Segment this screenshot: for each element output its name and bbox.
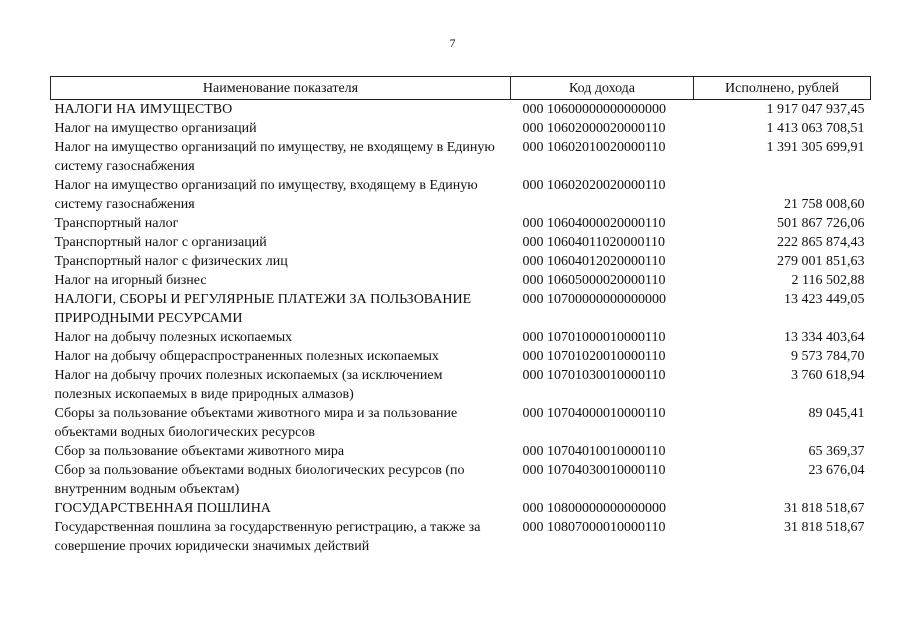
header-row — [51, 77, 871, 100]
row-code: 000 10602000020000110 — [522, 121, 666, 136]
row-code: 000 10704030010000110 — [522, 463, 666, 478]
row-amount: 279 001 851,63 — [777, 254, 865, 269]
row-amount: 3 760 618,94 — [791, 368, 865, 383]
table-body — [51, 100, 871, 557]
header-name: Наименование показателя — [51, 77, 511, 100]
table-row — [51, 176, 871, 214]
row-name: Сборы за пользование объектами животного мира и за пользование объектами водных биологических ресурсов — [54, 406, 458, 440]
table-header — [51, 77, 871, 100]
row-code: 000 10701030010000110 — [522, 368, 666, 383]
table-row — [51, 366, 871, 404]
row-code: 000 10604011020000110 — [522, 235, 665, 250]
row-amount: 23 676,04 — [808, 463, 865, 478]
table-row — [51, 347, 871, 366]
table-row — [51, 461, 871, 499]
row-code: 000 10800000000000000 — [522, 501, 666, 516]
row-code: 000 10701020010000110 — [522, 349, 666, 364]
row-amount: 1 413 063 708,51 — [766, 121, 865, 136]
row-amount: 222 865 874,43 — [777, 235, 865, 250]
row-name: ГОСУДАРСТВЕННАЯ ПОШЛИНА — [54, 501, 271, 516]
header-code: Код дохода — [511, 77, 694, 100]
row-code: 000 10600000000000000 — [522, 102, 666, 117]
row-name: Транспортный налог с организаций — [54, 235, 267, 250]
row-code: 000 10602010020000110 — [522, 140, 666, 155]
row-name: Налог на игорный бизнес — [54, 273, 207, 288]
row-code: 000 10704010010000110 — [522, 444, 666, 459]
row-name: Налог на добычу прочих полезных ископаемых (за исключением полезных ископаемых в виде природных алмазов) — [54, 368, 443, 402]
table-row — [51, 119, 871, 138]
row-name: Налог на имущество организаций по имуществу, входящему в Единую систему газоснабжения — [54, 178, 478, 212]
row-amount: 2 116 502,88 — [791, 273, 865, 288]
row-amount: 1 391 305 699,91 — [766, 140, 865, 155]
table-row — [51, 290, 871, 328]
row-name: НАЛОГИ НА ИМУЩЕСТВО — [54, 102, 233, 117]
row-amount: 501 867 726,06 — [777, 216, 865, 231]
row-name: Транспортный налог с физических лиц — [54, 254, 288, 269]
header-amount: Исполнено, рублей — [694, 77, 871, 100]
table-row — [51, 442, 871, 461]
row-amount: 31 818 518,67 — [784, 520, 865, 535]
table-row — [51, 138, 871, 176]
table-row — [51, 252, 871, 271]
row-code: 000 10704000010000110 — [522, 406, 666, 421]
row-name: Налог на добычу полезных ископаемых — [54, 330, 293, 345]
table-row — [51, 328, 871, 347]
row-amount: 13 334 403,64 — [784, 330, 865, 345]
table-row — [51, 404, 871, 442]
row-code: 000 10604012020000110 — [522, 254, 666, 269]
row-name: Налог на имущество организаций — [54, 121, 257, 136]
row-code: 000 10604000020000110 — [522, 216, 666, 231]
revenue-table — [50, 76, 871, 556]
row-amount: 89 045,41 — [808, 406, 865, 421]
row-name: НАЛОГИ, СБОРЫ И РЕГУЛЯРНЫЕ ПЛАТЕЖИ ЗА ПОЛЬЗОВАНИЕ ПРИРОДНЫМИ РЕСУРСАМИ — [54, 292, 472, 326]
table-row — [51, 233, 871, 252]
table-row — [51, 214, 871, 233]
row-amount: 1 917 047 937,45 — [766, 102, 865, 117]
row-name: Налог на имущество организаций по имуществу, не входящему в Единую систему газоснабжения — [54, 140, 495, 174]
row-amount: 65 369,37 — [808, 444, 865, 459]
row-name: Сбор за пользование объектами животного мира — [54, 444, 345, 459]
table-row — [51, 271, 871, 290]
row-name: Государственная пошлина за государственную регистрацию, а также за совершение прочих юридически значимых действий — [54, 520, 481, 554]
row-code: 000 10605000020000110 — [522, 273, 666, 288]
page-number: 7 — [449, 36, 456, 50]
row-code: 000 10602020020000110 — [522, 178, 666, 193]
table-row — [51, 100, 871, 120]
row-amount: 21 758 008,60 — [784, 197, 865, 212]
row-name: Налог на добычу общераспространенных полезных ископаемых — [54, 349, 439, 364]
row-name: Сбор за пользование объектами водных биологических ресурсов (по внутренним водным объектам) — [54, 463, 465, 497]
row-amount: 31 818 518,67 — [784, 501, 865, 516]
row-code: 000 10700000000000000 — [522, 292, 666, 307]
row-amount: 9 573 784,70 — [791, 349, 865, 364]
row-code: 000 10701000010000110 — [522, 330, 666, 345]
table-row — [51, 499, 871, 518]
row-amount: 13 423 449,05 — [784, 292, 865, 307]
row-code: 000 10807000010000110 — [522, 520, 666, 535]
row-name: Транспортный налог — [54, 216, 179, 231]
table-row — [51, 518, 871, 556]
